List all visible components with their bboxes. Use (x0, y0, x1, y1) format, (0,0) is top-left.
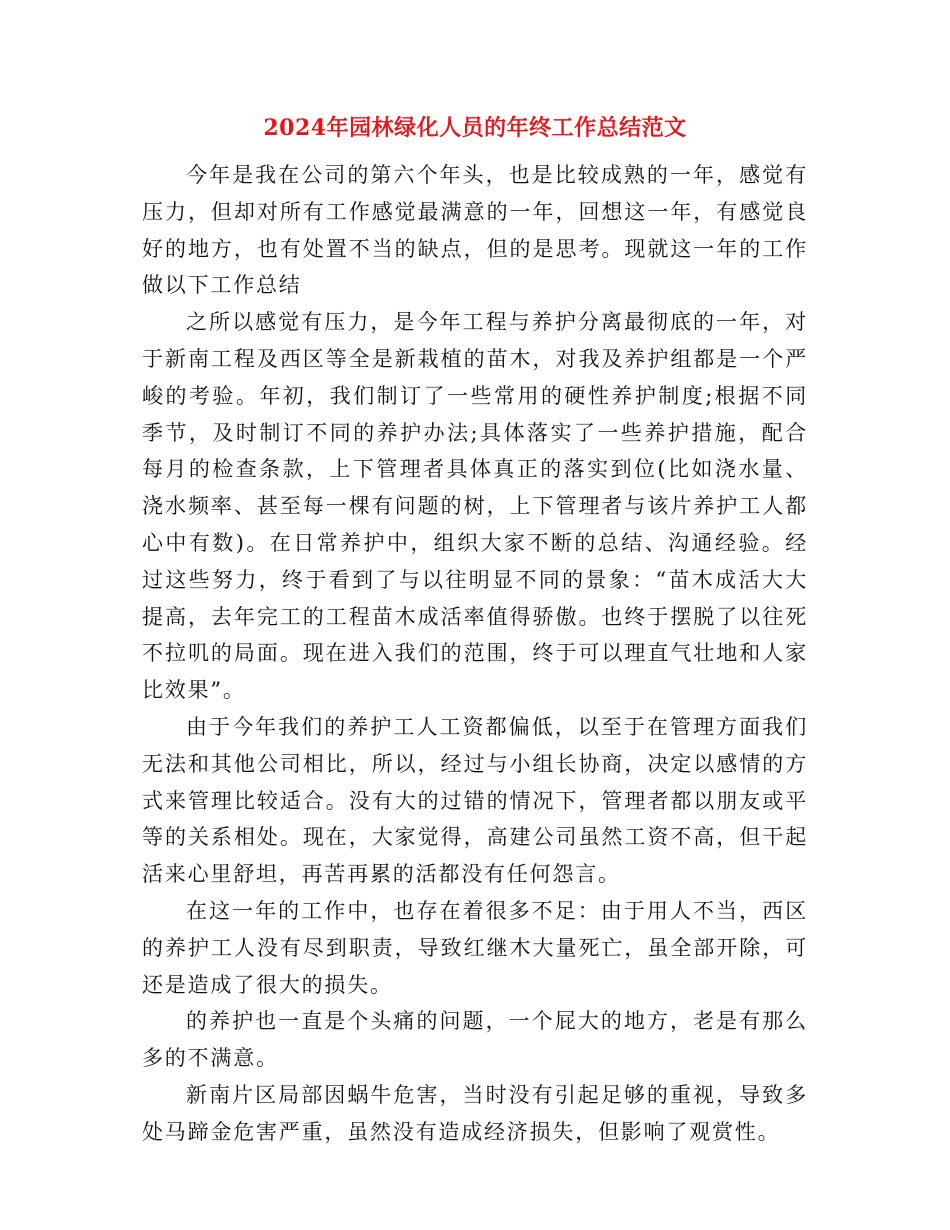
paragraph-1: 今年是我在公司的第六个年头，也是比较成熟的一年，感觉有压力，但却对所有工作感觉最满意的一年，回想这一年，有感觉良好的地方，也有处置不当的缺点，但的是思考。现就这一年的工作做以下工作总结 (142, 163, 808, 298)
paragraph-3: 由于今年我们的养护工人工资都偏低，以至于在管理方面我们无法和其他公司相比，所以，经过与小组长协商，决定以感情的方式来管理比较适合。没有大的过错的情况下，管理者都以朋友或平等的关系相处。现在，大家觉得，高建公司虽然工资不高，但干起活来心里舒坦，再苦再累的活都没有任何怨言。 (142, 714, 808, 887)
paragraph-2: 之所以感觉有压力，是今年工程与养护分离最彻底的一年，对于新南工程及西区等全是新栽植的苗木，对我及养护组都是一个严峻的考验。年初，我们制订了一些常用的硬性养护制度;根据不同季节，及时制订不同的养护办法;具体落实了一些养护措施，配合每月的检查条款，上下管理者具体真正的落实到位(比如浇水量、浇水频率、甚至每一棵有问题的树，上下管理者与该片养护工人都心中有数)。在日常养护中，组织大家不断的总结、沟通经验。经过这些努力，终于看到了与以往明显不同的景象：“苗木成活大大提高，去年完工的工程苗木成活率值得骄傲。也终于摆脱了以往死不拉叽的局面。现在进入我们的范围，终于可以理直气壮地和人家比效果”。 (142, 310, 808, 703)
paragraph-5: 的养护也一直是个头痛的问题，一个屁大的地方，老是有那么多的不满意。 (142, 1009, 808, 1071)
document-title: 2024年园林绿化人员的年终工作总结范文 (263, 115, 687, 141)
paragraph-6: 新南片区局部因蜗牛危害，当时没有引起足够的重视，导致多处马蹄金危害严重，虽然没有造成经济损失，但影响了观赏性。 (142, 1082, 808, 1144)
document-body (142, 157, 808, 1151)
paragraph-4: 在这一年的工作中，也存在着很多不足：由于用人不当，西区的养护工人没有尽到职责，导致红继木大量死亡，虽全部开除，可还是造成了很大的损失。 (142, 898, 808, 997)
